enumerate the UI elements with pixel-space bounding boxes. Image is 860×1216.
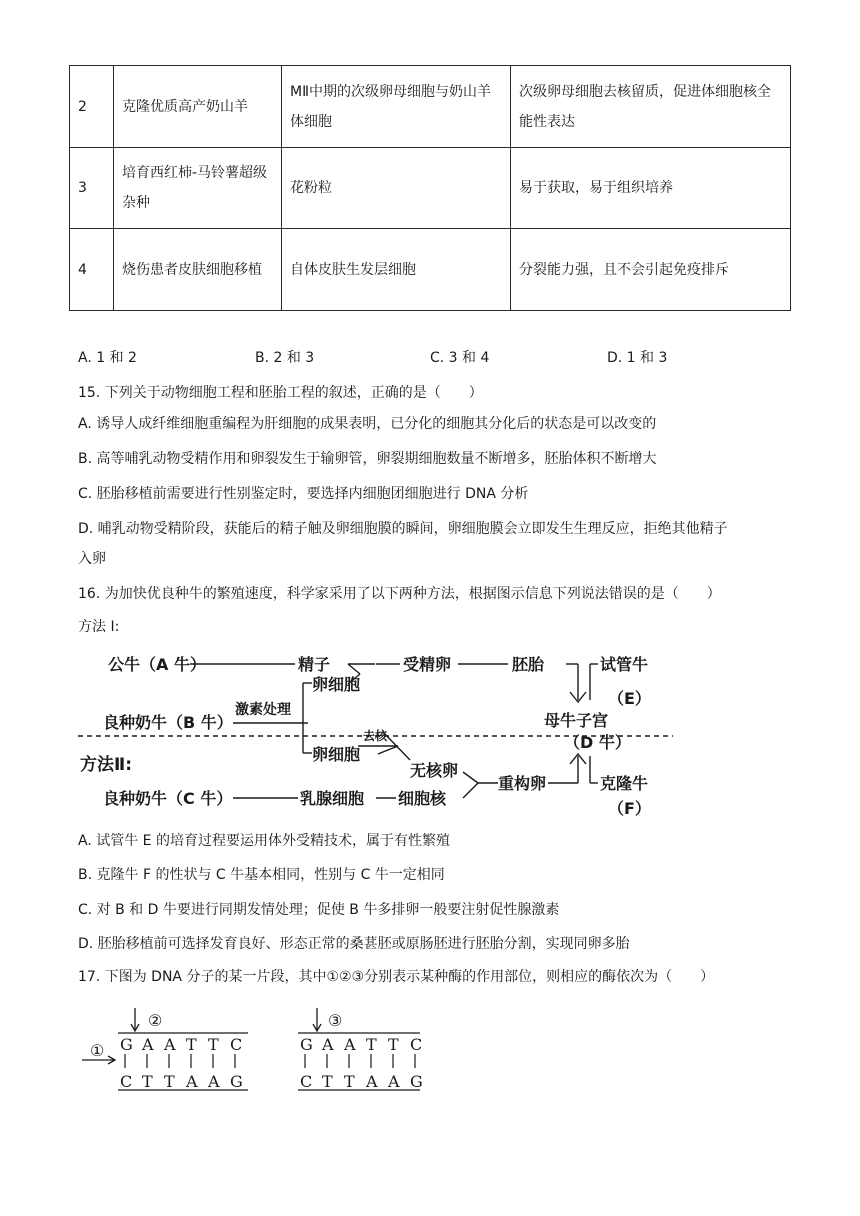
dna-base: G bbox=[300, 1035, 313, 1054]
purpose-cell: 克隆优质高产奶山羊 bbox=[114, 66, 282, 148]
egg-bottom-label: 卵细胞 bbox=[312, 745, 361, 764]
reason-cell: 易于获取，易于组织培养 bbox=[511, 148, 791, 229]
dna-base: T bbox=[366, 1035, 377, 1054]
site-marker-1: ① bbox=[90, 1041, 105, 1060]
ivf-cow-label: 试管牛 bbox=[600, 655, 649, 674]
dna-base: G bbox=[410, 1072, 423, 1091]
material-cell: MⅡ中期的次级卵母细胞与奶山羊体细胞 bbox=[282, 66, 511, 148]
dna-base: T bbox=[388, 1035, 399, 1054]
purpose-cell: 培育西红柿-马铃薯超级杂种 bbox=[114, 148, 282, 229]
table-row bbox=[70, 148, 791, 229]
site-marker-3: ③ bbox=[328, 1011, 343, 1030]
q15-option-c[interactable]: C. 胚胎移植前需要进行性别鉴定时，要选择内细胞团细胞进行 DNA 分析 bbox=[78, 486, 529, 502]
dna-fragment-diagram bbox=[80, 1002, 440, 1094]
cow-c-label: 良种奶牛（C 牛） bbox=[103, 789, 233, 808]
q14-option-b[interactable]: B. 2 和 3 bbox=[255, 350, 315, 366]
fertilized-egg-label: 受精卵 bbox=[403, 655, 452, 674]
q16-stem: 16. 为加快优良种牛的繁殖速度，科学家采用了以下两种方法，根据图示信息下列说法错误的是（ ） bbox=[78, 586, 721, 602]
material-table bbox=[69, 65, 791, 311]
purpose-cell: 烧伤患者皮肤细胞移植 bbox=[114, 229, 282, 311]
reason-cell: 次级卵母细胞去核留质，促进体细胞核全能性表达 bbox=[511, 66, 791, 148]
q15-option-d-cont: 入卵 bbox=[78, 551, 106, 567]
q15-option-b[interactable]: B. 高等哺乳动物受精作用和卵裂发生于输卵管，卵裂期细胞数量不断增多，胚胎体积不断增大 bbox=[78, 451, 657, 467]
ivf-cow-code: （E） bbox=[608, 689, 651, 708]
q17-stem: 17. 下图为 DNA 分子的某一片段，其中①②③分别表示某种酶的作用部位，则相应的酶依次为（ ） bbox=[78, 969, 715, 985]
site-marker-2: ② bbox=[148, 1011, 163, 1030]
dna-base: C bbox=[300, 1072, 313, 1091]
material-cell: 花粉粒 bbox=[282, 148, 511, 229]
uterus-code: （D 牛） bbox=[564, 733, 631, 752]
dna-base: A bbox=[322, 1035, 334, 1054]
q16-option-c[interactable]: C. 对 B 和 D 牛要进行同期发情处理；促使 B 牛多排卵一般要注射促性腺激素 bbox=[78, 902, 560, 918]
dna-base: G bbox=[120, 1035, 133, 1054]
q16-option-b[interactable]: B. 克隆牛 F 的性状与 C 牛基本相同，性别与 C 牛一定相同 bbox=[78, 867, 445, 883]
anucleate-egg-label: 无核卵 bbox=[410, 761, 459, 780]
sperm-label: 精子 bbox=[298, 655, 331, 674]
row-number: 3 bbox=[70, 148, 114, 229]
dna-base: T bbox=[164, 1072, 175, 1091]
dna-base: C bbox=[230, 1035, 243, 1054]
dna-base: T bbox=[344, 1072, 355, 1091]
clone-cow-label: 克隆牛 bbox=[600, 774, 649, 793]
q16-option-a[interactable]: A. 试管牛 E 的培育过程要运用体外受精技术，属于有性繁殖 bbox=[78, 833, 450, 849]
q16-option-d[interactable]: D. 胚胎移植前可选择发育良好、形态正常的桑葚胚或原肠胚进行胚胎分割，实现同卵多胎 bbox=[78, 936, 630, 952]
enucleate-label: 去核 bbox=[363, 729, 388, 743]
egg-top-label: 卵细胞 bbox=[312, 675, 361, 694]
method1-label: 方法 I: bbox=[78, 619, 120, 635]
dna-base: A bbox=[208, 1072, 220, 1091]
cow-b-label: 良种奶牛（B 牛） bbox=[103, 713, 233, 732]
clone-cow-code: （F） bbox=[608, 799, 651, 818]
dna-base: A bbox=[142, 1035, 154, 1054]
method2-label: 方法Ⅱ: bbox=[80, 755, 132, 775]
table-row bbox=[70, 66, 791, 148]
dna-base: A bbox=[344, 1035, 356, 1054]
dna-base: T bbox=[142, 1072, 153, 1091]
row-number: 2 bbox=[70, 66, 114, 148]
dna-base: T bbox=[208, 1035, 219, 1054]
dna-base: A bbox=[186, 1072, 198, 1091]
dna-base: C bbox=[410, 1035, 423, 1054]
row-number: 4 bbox=[70, 229, 114, 311]
q14-option-a[interactable]: A. 1 和 2 bbox=[78, 350, 137, 366]
q14-option-d[interactable]: D. 1 和 3 bbox=[607, 350, 668, 366]
table-row bbox=[70, 229, 791, 311]
dna-base: A bbox=[164, 1035, 176, 1054]
material-cell: 自体皮肤生发层细胞 bbox=[282, 229, 511, 311]
mammary-cell-label: 乳腺细胞 bbox=[300, 789, 365, 808]
cattle-breeding-diagram bbox=[78, 648, 678, 820]
dna-base: G bbox=[230, 1072, 243, 1091]
q15-option-d[interactable]: D. 哺乳动物受精阶段，获能后的精子触及卵细胞膜的瞬间，卵细胞膜会立即发生生理反应，拒绝其他精子 bbox=[78, 521, 728, 537]
dna-base: T bbox=[322, 1072, 333, 1091]
embryo-label: 胚胎 bbox=[512, 655, 545, 674]
dna-base: A bbox=[388, 1072, 400, 1091]
dna-base: A bbox=[366, 1072, 378, 1091]
hormone-label: 激素处理 bbox=[235, 702, 291, 718]
dna-base: T bbox=[186, 1035, 197, 1054]
nucleus-label: 细胞核 bbox=[398, 789, 447, 808]
uterus-label: 母牛子宫 bbox=[544, 711, 609, 730]
q15-option-a[interactable]: A. 诱导人成纤维细胞重编程为肝细胞的成果表明，已分化的细胞其分化后的状态是可以改变的 bbox=[78, 416, 657, 432]
dna-base: C bbox=[120, 1072, 133, 1091]
bull-a-label: 公牛（A 牛） bbox=[108, 655, 206, 674]
q15-stem: 15. 下列关于动物细胞工程和胚胎工程的叙述，正确的是（ ） bbox=[78, 385, 483, 401]
reconstructed-egg-label: 重构卵 bbox=[498, 774, 547, 793]
reason-cell: 分裂能力强，且不会引起免疫排斥 bbox=[511, 229, 791, 311]
q14-option-c[interactable]: C. 3 和 4 bbox=[430, 350, 490, 366]
